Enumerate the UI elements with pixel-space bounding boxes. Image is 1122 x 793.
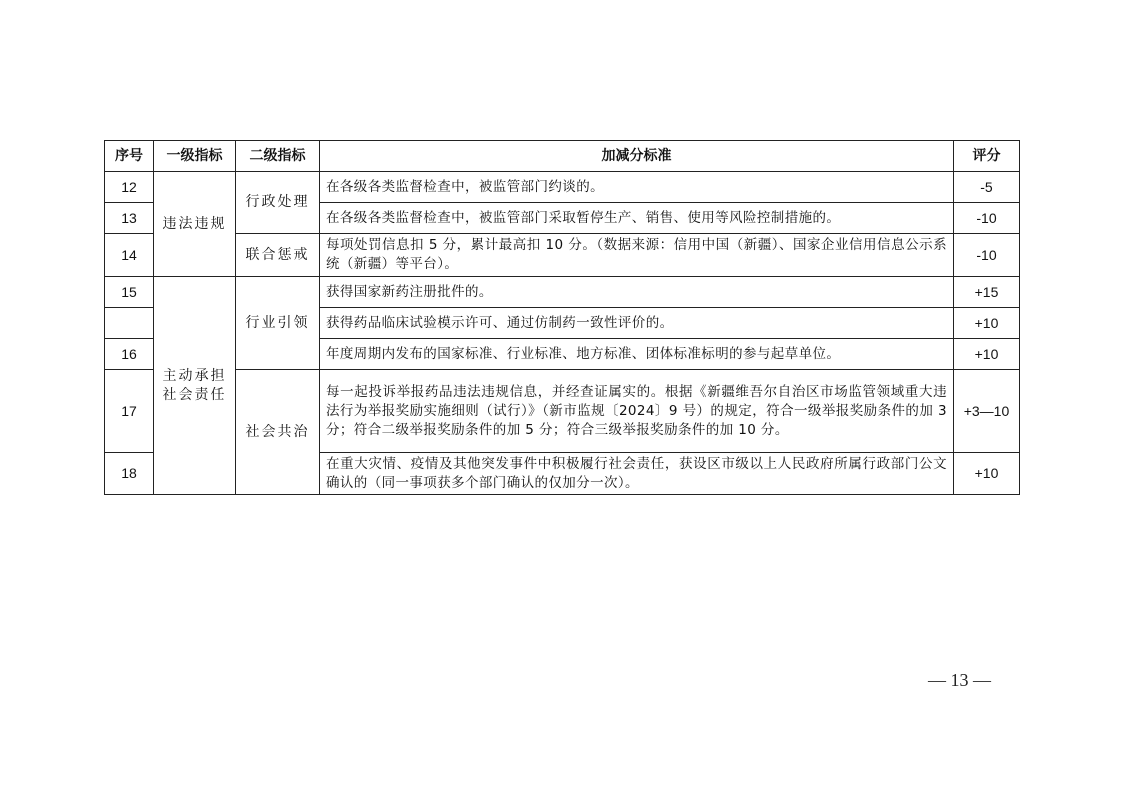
table-row xyxy=(105,370,1020,453)
header-seq: 序号 xyxy=(105,141,154,172)
row-standard: 在重大灾情、疫情及其他突发事件中积极履行社会责任，获设区市级以上人民政府所属行政部门公文确认的（同一事项获多个部门确认的仅加分一次）。 xyxy=(320,453,954,495)
row-standard: 在各级各类监督检查中，被监管部门采取暂停生产、销售、使用等风险控制措施的。 xyxy=(320,203,954,234)
row-seq: 13 xyxy=(105,203,154,234)
table-row xyxy=(105,277,1020,308)
row-score: +3—10 xyxy=(954,370,1020,453)
row-seq: 17 xyxy=(105,370,154,453)
row-score: -10 xyxy=(954,203,1020,234)
row-score: +10 xyxy=(954,308,1020,339)
row-standard: 在各级各类监督检查中，被监管部门约谈的。 xyxy=(320,172,954,203)
row-seq: 16 xyxy=(105,339,154,370)
row-seq xyxy=(105,308,154,339)
row-score: +15 xyxy=(954,277,1020,308)
level1-violation: 违法违规 xyxy=(154,172,236,277)
level1-responsibility-line2: 社会责任 xyxy=(162,386,227,403)
row-score: +10 xyxy=(954,453,1020,495)
row-standard: 年度周期内发布的国家标准、行业标准、地方标准、团体标准标明的参与起草单位。 xyxy=(320,339,954,370)
row-score: -10 xyxy=(954,234,1020,277)
level2-admin-penalty: 行政处理 xyxy=(236,172,320,234)
level2-social-governance: 社会共治 xyxy=(236,370,320,495)
row-score: -5 xyxy=(954,172,1020,203)
level2-industry-lead: 行业引领 xyxy=(236,277,320,370)
page-number: — 13 — xyxy=(928,670,991,690)
row-standard: 获得国家新药注册批件的。 xyxy=(320,277,954,308)
row-standard: 每一起投诉举报药品违法违规信息，并经查证属实的。根据《新疆维吾尔自治区市场监管领域重大违法行为举报奖励实施细则（试行）》（新市监规〔2024〕9 号）的规定，符合一级举报奖励条件的加 3 分；符合二级举报奖励条件的加 5 分；符合三级举报奖励条件的加 10 分。 xyxy=(320,370,954,453)
table-header-row xyxy=(105,141,1020,172)
row-seq: 14 xyxy=(105,234,154,277)
table-row xyxy=(105,234,1020,277)
level1-responsibility xyxy=(154,277,236,495)
row-seq: 18 xyxy=(105,453,154,495)
level2-joint-punish: 联合惩戒 xyxy=(236,234,320,277)
header-level1: 一级指标 xyxy=(154,141,236,172)
row-standard: 获得药品临床试验模示许可、通过仿制药一致性评价的。 xyxy=(320,308,954,339)
level1-responsibility-line1: 主动承担 xyxy=(162,367,227,384)
header-score: 评分 xyxy=(954,141,1020,172)
scoring-table xyxy=(104,140,1020,495)
header-level2: 二级指标 xyxy=(236,141,320,172)
row-seq: 15 xyxy=(105,277,154,308)
row-score: +10 xyxy=(954,339,1020,370)
row-standard: 每项处罚信息扣 5 分，累计最高扣 10 分。（数据来源：信用中国（新疆）、国家企业信用信息公示系统（新疆）等平台）。 xyxy=(320,234,954,277)
row-seq: 12 xyxy=(105,172,154,203)
header-standard: 加减分标准 xyxy=(320,141,954,172)
table-row xyxy=(105,172,1020,203)
